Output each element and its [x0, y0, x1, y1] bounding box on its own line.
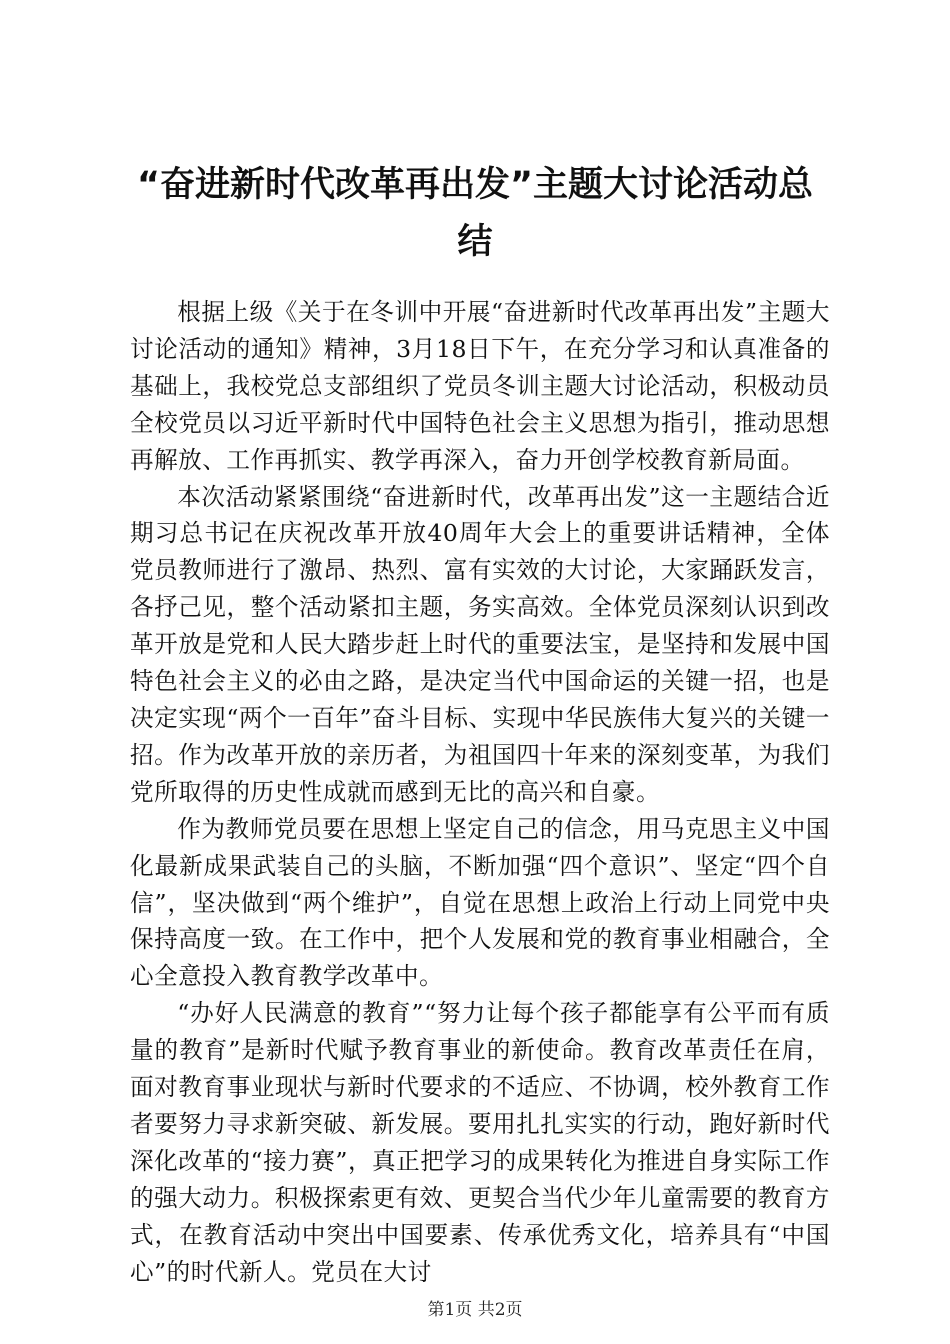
document-body: [130, 294, 830, 1290]
document-title-line-2: 结: [457, 222, 493, 262]
paragraph-2: 本次活动紧紧围绕“奋进新时代，改革再出发”这一主题结合近期习总书记在庆祝改革开放40周年大会上的重要讲话精神，全体党员教师进行了激昂、热烈、富有实效的大讨论，大家踊跃发言，各抒己见，整个活动紧扣主题，务实高效。全体党员深刻认识到改革开放是党和人民大踏步赶上时代的重要法宝，是坚持和发展中国特色社会主义的必由之路，是决定当代中国命运的关键一招，也是决定实现“两个一百年”奋斗目标、实现中华民族伟大复兴的关键一招。作为改革开放的亲历者，为祖国四十年来的深刻变革，为我们党所取得的历史性成就而感到无比的高兴和自豪。: [130, 482, 830, 806]
paragraph-4: “办好人民满意的教育”“努力让每个孩子都能享有公平而有质量的教育”是新时代赋予教育事业的新使命。教育改革责任在肩，面对教育事业现状与新时代要求的不适应、不协调，校外教育工作者要努力寻求新突破、新发展。要用扎扎实实的行动，跑好新时代深化改革的“接力赛”，真正把学习的成果转化为推进自身实际工作的强大动力。积极探索更有效、更契合当代少年儿童需要的教育方式，在教育活动中突出中国要素、传承优秀文化，培养具有“中国心”的时代新人。党员在大讨: [130, 999, 830, 1286]
paragraph-3: 作为教师党员要在思想上坚定自己的信念，用马克思主义中国化最新成果武装自己的头脑，不断加强“四个意识”、坚定“四个自信”，坚决做到“两个维护”，自觉在思想上政治上行动上同党中央保持高度一致。在工作中，把个人发展和党的教育事业相融合，全心全意投入教育教学改革中。: [130, 814, 830, 991]
paragraph-1: 根据上级《关于在冬训中开展“奋进新时代改革再出发”主题大讨论活动的通知》精神，3月18日下午，在充分学习和认真准备的基础上，我校党总支部组织了党员冬训主题大讨论活动，积极动员全校党员以习近平新时代中国特色社会主义思想为指引，推动思想再解放、工作再抓实、教学再深入，奋力开创学校教育新局面。: [130, 298, 830, 474]
document-title-line-1: “奋进新时代改革再出发”主题大讨论活动总: [136, 165, 813, 205]
page-number-footer: 第1页 共2页: [427, 1300, 523, 1320]
